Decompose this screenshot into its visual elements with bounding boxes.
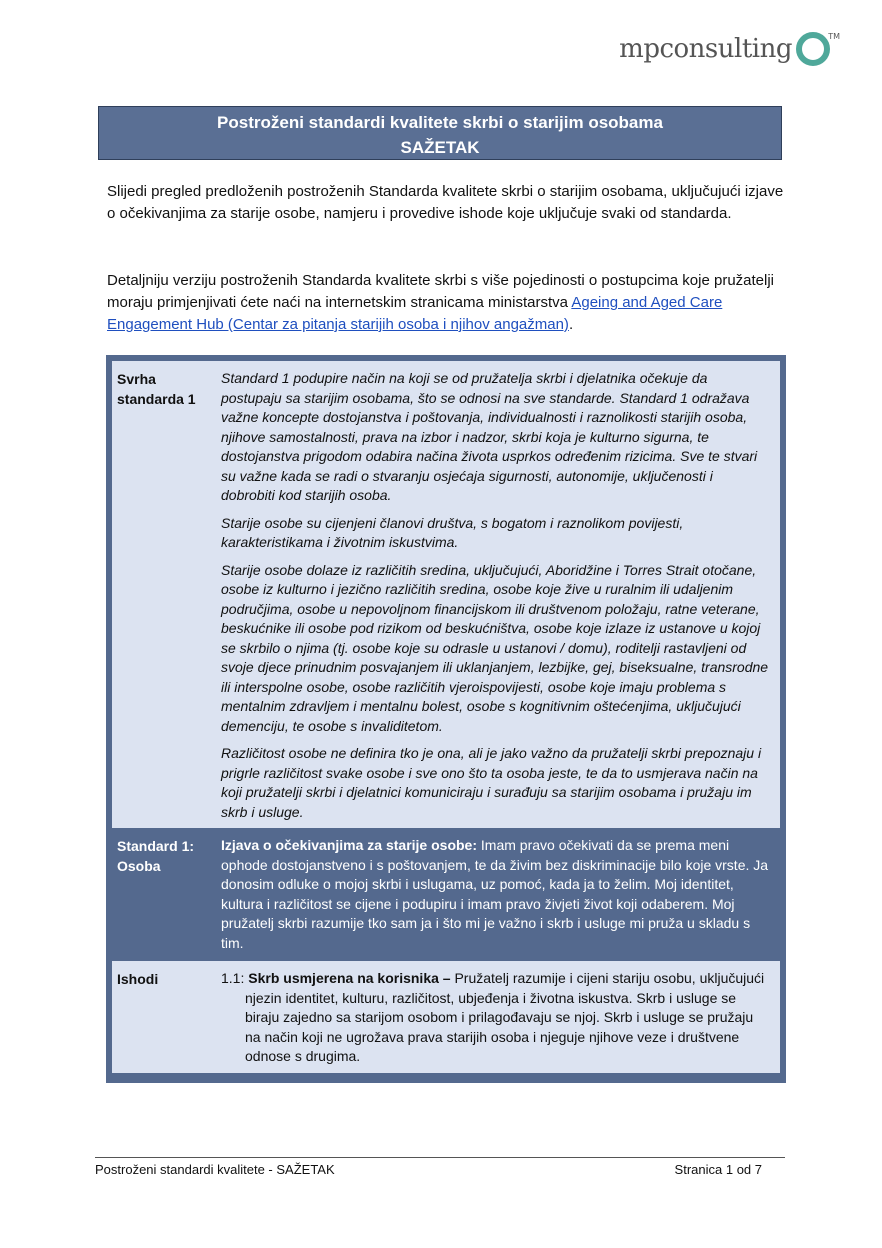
page-number: Stranica 1 od 7	[674, 1162, 762, 1177]
logo-text: mpconsulting	[619, 34, 792, 64]
statement-heading: Izjava o očekivanjima za starije osobe:	[221, 837, 477, 853]
purpose-content	[211, 361, 780, 828]
table-row-outcomes	[112, 961, 780, 1073]
footer-divider	[95, 1157, 785, 1158]
footer-title: Postroženi standardi kvalitete - SAŽETAK	[95, 1162, 335, 1177]
intro-paragraph-1: Slijedi pregled predloženih postroženih Standarda kvalitete skrbi o starijim osobama, uključujući izjave o očekivanjima za starije osobe, namjeru i provedive ishode koje uključuje svaki od standarda.	[107, 183, 784, 222]
intro-paragraph-2-text: Detaljniju verziju postroženih Standarda kvalitete skrbi s više pojedinosti o postupcima koje pružatelji moraju primjenjivati ćete naći na internetskim stranicama ministarstva	[107, 272, 775, 311]
outcomes-content	[211, 961, 780, 1073]
table-row-purpose	[112, 361, 780, 828]
standard-label: Standard 1: Osoba	[117, 838, 195, 874]
purpose-paragraph-3: Starije osobe dolaze iz različitih sredina, uključujući, Aboridžine i Torres Strait otočane, osobe iz kulturno i jezično različitih sredina, osobe koje žive u ruralnim ili udaljenim područjima, osobe u nepovoljnom financijskom ili društvenom položaju, ratne veterane, beskućnike ili osobe pod rizikom od beskućništva, osobe koje izlaze iz ustanove u kojoj se skrbilo o njima (tj. osobe koje su odrasle u ustanovi / domu), roditelji rastavljeni od svoje djece prinudnim posvajanjem ili uklanjanjem, lezbijke, gej, biseksualne, transrodne ili interspolne osobe, osobe različitih vjeroispovijesti, osobe koje imaju problema s mentalnim zdravljem i mentalnu bolest, osobe s kognitivnim oštećenjima, uključujući demenciju, te osobe s invaliditetom.	[221, 561, 769, 734]
outcome-heading: Skrb usmjerena na korisnika –	[248, 970, 451, 986]
purpose-paragraph-2: Starije osobe su cijenjeni članovi društva, s bogatom i raznolikom povijesti, karakteristikama i životnim iskustvima.	[221, 514, 684, 550]
mpconsulting-logo	[619, 32, 840, 66]
outcome-1-1	[221, 969, 770, 1067]
standard-statement	[211, 828, 780, 959]
document-title: Postroženi standardi kvalitete skrbi o starijim osobama	[217, 113, 663, 132]
outcome-number: 1.1:	[221, 970, 249, 986]
logo-ring-icon	[796, 32, 840, 66]
outcome-text: Pružatelj razumije i cijeni stariju osobu, uključujući njezin identitet, kulturu, različitost, ubjeđenja i životna iskustva. Skrb i usluge se biraju zajedno sa starijom osobom i prilagođavaju se njoj. Skrb i usluge se pružaju na način koji ne ugrožava prava starijih osoba i njeguje njihove veze i društvene odnose s drugima.	[245, 970, 765, 1064]
table-row-standard	[112, 828, 780, 959]
purpose-label: Svrha standarda 1	[112, 361, 211, 828]
standards-table	[106, 355, 786, 1083]
outcomes-label: Ishodi	[112, 961, 211, 1073]
intro-paragraph-2-end: .	[568, 316, 574, 333]
engagement-hub-link[interactable]: Ageing and Aged Care Engagement Hub (Centar za pitanja starijih osoba i njihov angažman)	[107, 294, 723, 333]
logo-trademark: TM	[828, 32, 840, 41]
statement-text: Imam pravo očekivati da se prema meni ophode dostojanstveno i s poštovanjem, te da živim bez diskriminacije bilo koje vrste. Ja donosim odluke o mojoj skrbi i uslugama, uz pomoć, kada ja to želim. Moj identitet, kultura i različitost se cijene i podupiru i imam pravo živjeti život koji odaberem. Moj pružatelj skrbi razumije tko sam ja i što mi je važno i skrb i usluge mi pruža u skladu s tim.	[221, 837, 769, 951]
purpose-paragraph-1: Standard 1 podupire način na koji se od pružatelja skrbi i djelatnika očekuje da postupaju sa starijim osobama, što se odnosi na sve standarde. Standard 1 odražava važne koncepte dostojanstva i poštovanja, individualnosti i raznolikosti starijih osoba, njihove samostalnosti, prava na izbor i nadzor, skrbi koja je kulturno sigurna, te dostojanstva prigodom odabira načina života usprkos određenim rizicima. Sve te stvari su važne kada se radi o stvaranju osjećaja sigurnosti, autonomije, uključenosti i dobrobiti kod starijih osoba.	[221, 370, 758, 503]
purpose-paragraph-4: Različitost osobe ne definira tko je ona, ali je jako važno da pružatelji skrbi prepoznaju i prigrle različitost svake osobe i sve ono što ta osoba jeste, te da to usmjerava način na koji pružatelji skrbi i djelatnici komuniciraju i surađuju sa starijim osobama i pružaju im skrb i usluge.	[221, 745, 762, 820]
document-subtitle: SAŽETAK	[400, 138, 480, 157]
intro-paragraph-2	[107, 270, 787, 336]
document-title-box	[98, 106, 782, 160]
